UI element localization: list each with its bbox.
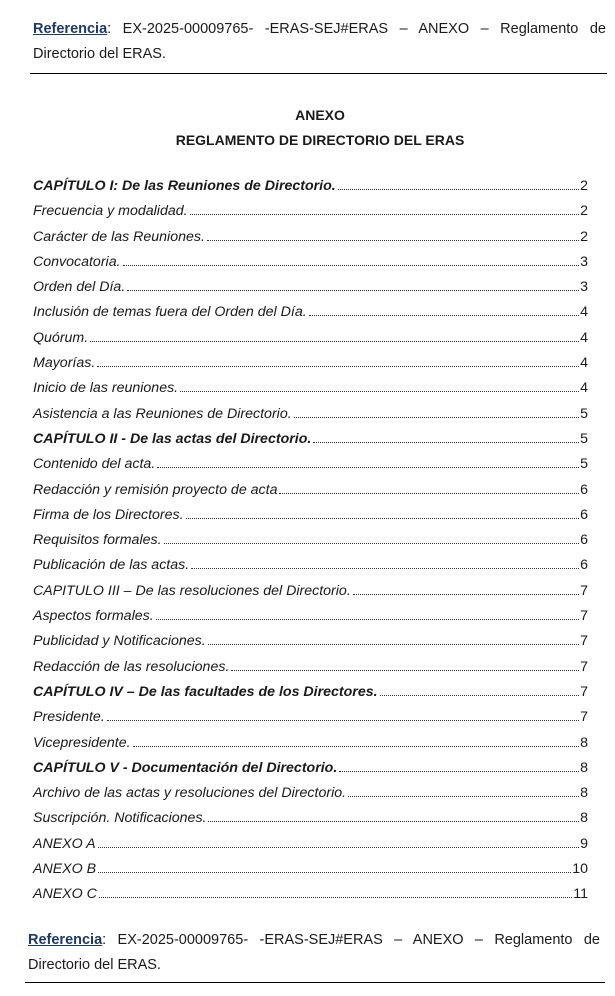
toc-entry-page: 3: [580, 253, 588, 270]
toc-dot-leader: [313, 442, 579, 443]
toc-dot-leader: [191, 568, 579, 569]
toc-entry-page: 2: [580, 178, 588, 194]
toc-entry-page: 6: [580, 557, 588, 574]
toc-dot-leader: [156, 619, 579, 620]
toc-entry[interactable]: [33, 735, 588, 760]
toc-dot-leader: [208, 644, 579, 645]
toc-entry[interactable]: [33, 557, 588, 582]
toc-entry[interactable]: [33, 203, 588, 228]
toc-entry-page: 7: [580, 683, 588, 700]
toc-entry-title: Requisitos formales.: [33, 532, 162, 549]
toc-entry-page: 8: [580, 810, 588, 827]
toc-entry-page: 8: [580, 759, 588, 776]
toc-entry-page: 5: [580, 405, 588, 422]
document-title: ANEXO: [295, 107, 345, 123]
toc-entry[interactable]: [33, 659, 588, 684]
toc-entry-title: Contenido del acta.: [33, 456, 156, 473]
footer-reference: [28, 928, 600, 978]
toc-dot-leader: [279, 493, 579, 494]
toc-entry-page: 6: [580, 481, 588, 498]
toc-entry[interactable]: [33, 330, 588, 355]
toc-entry-page: 8: [580, 785, 588, 802]
toc-entry-title: ANEXO A: [33, 835, 96, 852]
toc-dot-leader: [231, 670, 579, 671]
toc-dot-leader: [127, 290, 579, 291]
toc-entry[interactable]: [33, 583, 588, 608]
toc-entry[interactable]: [33, 355, 588, 380]
toc-entry-page: 2: [580, 228, 588, 245]
header-reference: [33, 17, 606, 67]
toc-dot-leader: [380, 695, 580, 696]
toc-entry-title: Carácter de las Reuniones.: [33, 228, 205, 245]
toc-entry-title: CAPITULO III – De las resoluciones del Directorio.: [33, 582, 351, 599]
toc-entry[interactable]: [33, 431, 588, 456]
header-reference-label[interactable]: Referencia: [33, 21, 108, 37]
toc-entry-page: 8: [580, 734, 588, 751]
toc-entry-page: 5: [580, 430, 588, 447]
toc-entry[interactable]: [33, 178, 588, 203]
toc-entry[interactable]: [33, 709, 588, 734]
toc-dot-leader: [164, 543, 580, 544]
toc-entry[interactable]: [33, 254, 588, 279]
toc-entry-title: CAPÍTULO II - De las actas del Directorio.: [33, 430, 312, 447]
toc-entry[interactable]: [33, 836, 588, 861]
toc-entry[interactable]: [33, 380, 588, 405]
toc-dot-leader: [98, 872, 571, 873]
toc-entry-page: 7: [580, 658, 588, 675]
toc-entry[interactable]: [33, 886, 588, 911]
toc-entry-title: Frecuencia y modalidad.: [33, 203, 188, 220]
toc-entry-title: Presidente.: [33, 709, 105, 726]
toc-entry-title: Aspectos formales.: [33, 608, 154, 625]
toc-entry[interactable]: [33, 760, 588, 785]
toc-dot-leader: [180, 391, 579, 392]
toc-dot-leader: [348, 796, 579, 797]
toc-entry-page: 9: [580, 835, 588, 852]
toc-dot-leader: [133, 746, 580, 747]
toc-entry-page: 7: [580, 582, 588, 599]
toc-entry-page: 11: [573, 886, 588, 903]
toc-entry-page: 6: [580, 532, 588, 549]
toc-entry-page: 7: [580, 709, 588, 726]
toc-dot-leader: [107, 720, 579, 721]
toc-entry-title: Redacción y remisión proyecto de acta: [33, 481, 278, 498]
toc-entry[interactable]: [33, 861, 588, 886]
toc-entry-title: Publicidad y Notificaciones.: [33, 633, 206, 650]
toc-entry[interactable]: [33, 785, 588, 810]
toc-entry[interactable]: [33, 633, 588, 658]
header-divider: [30, 73, 607, 74]
toc-entry-page: 6: [580, 506, 588, 523]
toc-entry-title: Mayorías.: [33, 355, 96, 372]
toc-entry-title: Inclusión de temas fuera del Orden del Día.: [33, 304, 307, 321]
document-subtitle: REGLAMENTO DE DIRECTORIO DEL ERAS: [175, 132, 465, 148]
toc-entry-title: Publicación de las actas.: [33, 557, 190, 574]
toc-entry-page: 4: [580, 304, 588, 321]
footer-reference-label[interactable]: Referencia: [28, 932, 103, 948]
toc-entry-page: 4: [580, 380, 588, 397]
toc-entry-title: Archivo de las actas y resoluciones del Directorio.: [33, 785, 347, 802]
toc-dot-leader: [99, 897, 572, 898]
toc-entry-page: 7: [580, 608, 588, 625]
toc-dot-leader: [294, 417, 579, 418]
toc-dot-leader: [97, 366, 579, 367]
toc-entry-page: 4: [580, 329, 588, 346]
toc-entry[interactable]: [33, 482, 588, 507]
toc-entry-title: CAPÍTULO IV – De las facultades de los Directores.: [33, 683, 378, 700]
toc-entry-page: 5: [580, 456, 588, 473]
toc-entry[interactable]: [33, 304, 588, 329]
toc-entry-title: ANEXO B: [33, 861, 97, 878]
toc-dot-leader: [338, 189, 579, 190]
toc-dot-leader: [339, 771, 579, 772]
toc-entry[interactable]: [33, 684, 588, 709]
toc-entry-title: Firma de los Directores.: [33, 506, 184, 523]
toc-entry-page: 3: [580, 279, 588, 296]
toc-entry-title: CAPÍTULO V - Documentación del Directorio.: [33, 759, 338, 776]
toc-entry-page: 7: [580, 633, 588, 650]
toc-entry-title: Inicio de las reuniones.: [33, 380, 179, 397]
toc-dot-leader: [207, 240, 579, 241]
toc-entry[interactable]: [33, 532, 588, 557]
toc-entry[interactable]: [33, 279, 588, 304]
toc-dot-leader: [98, 847, 580, 848]
toc-entry-page: 10: [572, 861, 588, 878]
toc-entry-title: Vicepresidente.: [33, 734, 131, 751]
toc-entry-title: Asistencia a las Reuniones de Directorio.: [33, 405, 292, 422]
toc-entry[interactable]: [33, 229, 588, 254]
toc-dot-leader: [208, 821, 579, 822]
toc-dot-leader: [309, 315, 579, 316]
toc-entry-title: Suscripción. Notificaciones.: [33, 810, 207, 827]
toc-entry[interactable]: [33, 406, 588, 431]
toc-entry-title: CAPÍTULO I: De las Reuniones de Directorio.: [33, 178, 336, 194]
toc-entry[interactable]: [33, 810, 588, 835]
toc-dot-leader: [123, 265, 580, 266]
footer-divider: [25, 982, 605, 983]
footer-reference-text: : EX-2025-00009765- -ERAS-SEJ#ERAS – ANEXO – Reglamento de Directorio del ERAS.: [28, 932, 600, 973]
table-of-contents: [33, 178, 588, 912]
toc-entry-title: Convocatoria.: [33, 253, 121, 270]
toc-entry-title: Redacción de las resoluciones.: [33, 658, 230, 675]
header-reference-text: : EX-2025-00009765- -ERAS-SEJ#ERAS – ANEXO – Reglamento de Directorio del ERAS.: [33, 21, 606, 62]
toc-entry-title: Orden del Día.: [33, 279, 126, 296]
toc-entry-title: ANEXO C: [33, 886, 97, 903]
toc-entry[interactable]: [33, 608, 588, 633]
toc-entry-title: Quórum.: [33, 329, 89, 346]
toc-dot-leader: [186, 518, 580, 519]
toc-dot-leader: [157, 467, 579, 468]
toc-entry[interactable]: [33, 456, 588, 481]
toc-entry-page: 2: [580, 203, 588, 220]
toc-entry-page: 4: [580, 355, 588, 372]
toc-entry[interactable]: [33, 507, 588, 532]
toc-dot-leader: [90, 341, 579, 342]
toc-dot-leader: [190, 214, 580, 215]
toc-dot-leader: [353, 594, 579, 595]
